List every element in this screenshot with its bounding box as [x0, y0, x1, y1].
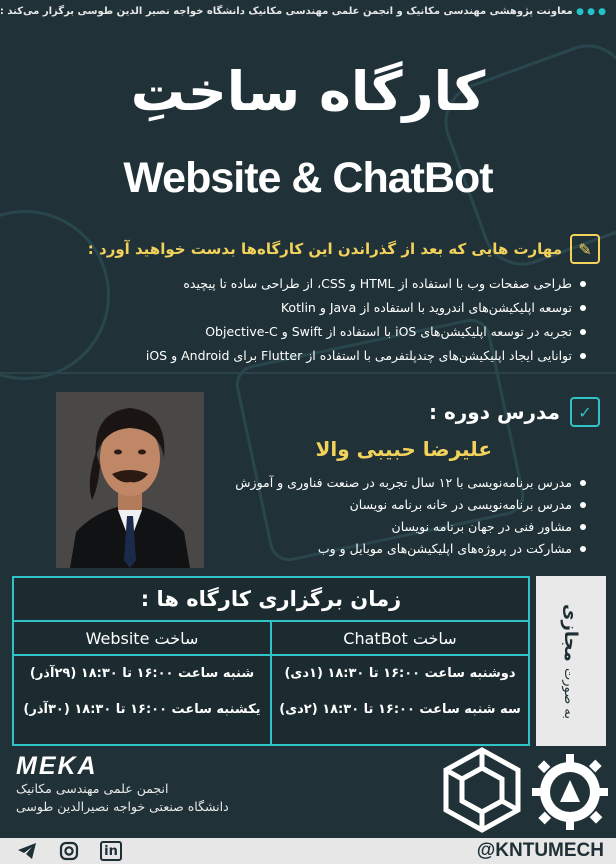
- teacher-heading-text: مدرس دوره :: [429, 400, 560, 424]
- skill-item: تجربه در توسعه اپلیکیشن‌های iOS با استفاده از Swift و Objective-C: [46, 320, 586, 344]
- chatbot-session: دوشنبه ساعت ۱۶:۰۰ تا ۱۸:۳۰ (۱دی): [284, 666, 516, 681]
- website-title: ساخت Website: [14, 622, 270, 656]
- website-column: [14, 622, 272, 744]
- teacher-photo: [56, 392, 204, 568]
- teacher-board-icon: ✓: [570, 397, 600, 427]
- chatbot-title: ساخت ChatBot: [272, 622, 528, 656]
- teacher-bullet: مشارکت در پروژه‌های اپلیکیشن‌های موبایل و وب: [226, 538, 586, 560]
- linkedin-icon[interactable]: in: [100, 841, 122, 861]
- meka-subtitle: [16, 780, 276, 816]
- header-line: [0, 6, 606, 22]
- chatbot-column: [272, 622, 528, 744]
- kntu-logo-icon: [436, 744, 528, 836]
- teacher-bullet: مدرس برنامه‌نویسی در خانه برنامه نویسان: [226, 494, 586, 516]
- meka-line1: انجمن علمی مهندسی مکانیک: [16, 781, 169, 796]
- teacher-bullet: مشاور فنی در جهان برنامه نویسان: [226, 516, 586, 538]
- dots-icon: ● ● ●: [576, 7, 606, 17]
- skills-heading: [88, 234, 600, 264]
- skill-item: توسعه اپلیکیشن‌های اندروید با استفاده از Java و Kotlin: [46, 296, 586, 320]
- title-persian: کارگاه ساختِ: [130, 60, 486, 123]
- website-session: یکشنبه ساعت ۱۶:۰۰ تا ۱۸:۳۰ (۳۰آذر): [23, 702, 261, 717]
- chatbot-session: سه شنبه ساعت ۱۶:۰۰ تا ۱۸:۳۰ (۲دی): [279, 702, 521, 717]
- teacher-bullet: مدرس برنامه‌نویسی با ۱۲ سال تجربه در صنعت فناوری و آموزش: [226, 472, 586, 494]
- title-english: Website & ChatBot: [123, 154, 493, 202]
- organizer-text: معاونت پژوهشی مهندسی مکانیک و انجمن علمی مهندسی مکانیک دانشگاه خواجه نصیر الدین طوسی برگزار می‌کند :: [0, 6, 573, 17]
- mode-text: مجازی: [560, 603, 582, 662]
- divider: [0, 372, 616, 374]
- meka-line2: دانشگاه صنعتی خواجه نصیرالدین طوسی: [16, 799, 229, 814]
- teacher-heading: [429, 397, 600, 427]
- schedule-box: [12, 576, 530, 746]
- mechanical-faculty-gear-icon: [530, 752, 610, 832]
- teacher-name: علیرضا حبیبی والا: [315, 437, 492, 461]
- skill-item: توانایی ایجاد اپلیکیشن‌های چندپلتفرمی با استفاده از Flutter برای Android و iOS: [46, 344, 586, 368]
- instagram-icon[interactable]: [58, 841, 80, 861]
- social-handle[interactable]: @KNTUMECH: [476, 840, 604, 861]
- mode-badge: [536, 576, 606, 746]
- checklist-icon: ✎: [570, 234, 600, 264]
- meka-logo: MEKA: [16, 752, 98, 780]
- skills-heading-text: مهارت هایی که بعد از گذراندن این کارگاه‌ها بدست خواهید آورد :: [87, 240, 562, 258]
- telegram-icon[interactable]: [16, 841, 38, 861]
- website-session: شنبه ساعت ۱۶:۰۰ تا ۱۸:۳۰ (۲۹آذر): [29, 666, 255, 681]
- skills-list: [46, 272, 586, 368]
- schedule-heading: زمان برگزاری کارگاه ها :: [14, 578, 528, 622]
- mode-prefix: به صورت: [561, 667, 577, 719]
- skill-item: طراحی صفحات وب با استفاده از HTML و CSS، از طراحی ساده تا پیچیده: [46, 272, 586, 296]
- teacher-bullets: [226, 472, 586, 560]
